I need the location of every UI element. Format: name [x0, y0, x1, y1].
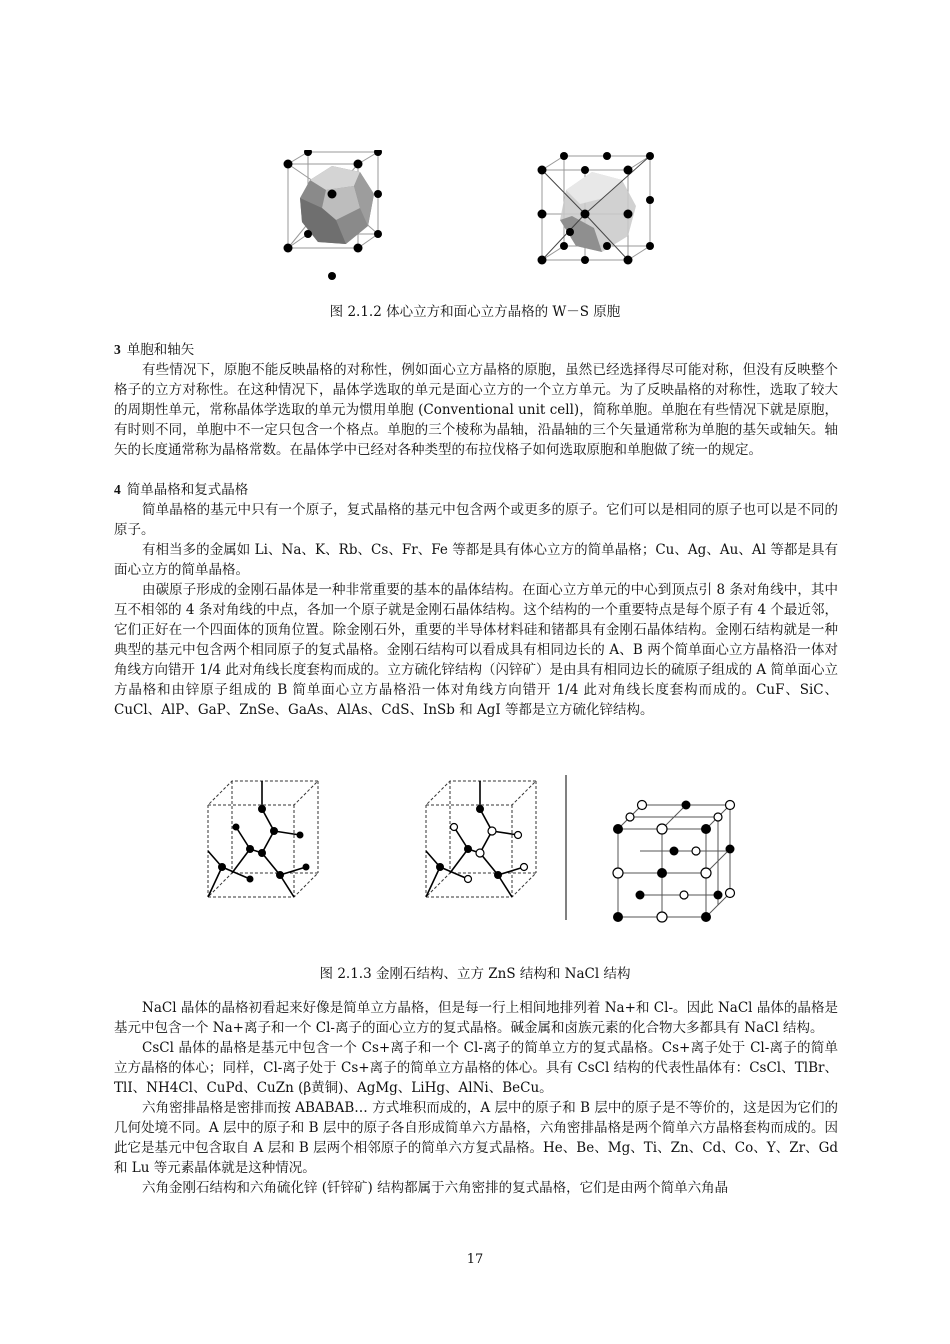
- page-number: 17: [466, 1252, 484, 1267]
- paragraph: 简单晶格的基元中只有一个原子，复式晶格的基元中包含两个或更多的原子。它们可以是相同的原子也可以是不同的原子。: [114, 502, 838, 538]
- section-3: [114, 340, 838, 720]
- section-heading: [114, 480, 838, 500]
- paragraph: 六角金刚石结构和六角硫化锌 (钎锌矿) 结构都属于六角密排的复式晶格，它们是由两个简单六角晶: [142, 1180, 729, 1196]
- paragraph: 有些情况下，原胞不能反映晶格的对称性，例如面心立方晶格的原胞，虽然已经选择得尽可能对称，但没有反映整个格子的立方对称性。在这种情况下，晶体学选取的单元是面心立方的一个立方单元。为了反映晶格的对称性，选取了较大的周期性单元，常称晶体学选取的单元为惯用单胞 (Conventional unit cell)，简称单胞。单胞在有些情况下就是原胞，有时则不同，单胞中不一定只包含一个格点。单胞的三个棱称为晶轴，沿晶轴的三个矢量通常称为单胞的基矢或轴矢。轴矢的长度通常称为晶格常数。在晶体学中已经对各种类型的布拉伐格子如何选取原胞和单胞做了统一的规定。: [114, 362, 838, 458]
- nacl-structure: [613, 801, 735, 923]
- figure-2-1-3-caption: 图 2.1.3 金刚石结构、立方 ZnS 结构和 NaCl 结构: [319, 966, 631, 982]
- paragraph: CsCl 晶体的晶格是基元中包含一个 Cs+离子和一个 Cl-离子的简单立方的复式晶格。Cs+离子处于 Cl-离子的简单立方晶格的体心；同样，Cl-离子处于 Cs+离子的简单立方晶格的体心。具有 CsCl 结构的代表性晶体有：CsCl、TlBr、TlI、NH4Cl、CuPd、CuZn (β黄铜)、AgMg、LiHg、AlNi、BeCu。: [114, 1040, 838, 1096]
- figure-2-1-2-caption: 图 2.1.2 体心立方和面心立方晶格的 W－S 原胞: [329, 304, 621, 320]
- section-continued: [114, 998, 838, 1198]
- paragraph: NaCl 晶体的晶格初看起来好像是简单立方晶格，但是每一行上相间地排列着 Na+和 Cl-。因此 NaCl 晶体的晶格是基元中包含一个 Na+离子和一个 Cl-离子的面心立方的复式晶格。碱金属和卤族元素的化合物大多都具有 NaCl 结构。: [114, 1000, 838, 1036]
- paragraph: 由碳原子形成的金刚石晶体是一种非常重要的基本的晶体结构。在面心立方单元的中心到顶点引 8 条对角线中，其中互不相邻的 4 条对角线的中点，各加一个原子就是金刚石晶体结构。这个结构的一个重要特点是每个原子有 4 个最近邻，它们正好在一个四面体的顶角位置。除金刚石外，重要的半导体材料硅和锗都具有金刚石晶体结构。金刚石结构就是一种典型的基元中包含两个相同原子的复式晶格。金刚石结构可以看成具有相同边长的 A、B 两个简单面心立方晶格沿一体对角线方向错开 1/4 此对角线长度套构而成的。立方硫化锌结构（闪锌矿）是由具有相同边长的硫原子组成的 A 简单面心立方晶格和由锌原子组成的 B 简单面心立方晶格沿一体对角线方向错开 1/4 此对角线长度套构而成的。CuF、SiC、CuCl、AlP、GaP、ZnSe、GaAs、AlAs、CdS、InSb 和 AgI 等都是立方硫化锌结构。: [114, 582, 838, 718]
- figure-2-1-2: [270, 150, 680, 285]
- section-number: 4: [114, 482, 121, 497]
- figure-2-1-3: [196, 775, 756, 925]
- paragraph: 有相当多的金属如 Li、Na、K、Rb、Cs、Fr、Fe 等都是具有体心立方的简单晶格；Cu、Ag、Au、Al 等都是具有面心立方的简单晶格。: [114, 542, 838, 578]
- fcc-wigner-seitz-cell: [538, 152, 655, 265]
- section-heading: [114, 340, 838, 360]
- zincblende-structure: [426, 781, 536, 897]
- section-title: 简单晶格和复式晶格: [126, 482, 249, 498]
- bcc-wigner-seitz-cell: [284, 150, 383, 280]
- diamond-structure: [208, 781, 318, 897]
- paragraph: 六角密排晶格是密排而按 ABABAB… 方式堆积而成的，A 层中的原子和 B 层中的原子是不等价的，这是因为它们的几何处境不同。A 层中的原子和 B 层中的原子各自形成简单六方晶格，六角密排晶格是两个简单六方晶格套构而成的。因此它是基元中包含取自 A 层和 B 层两个相邻原子的简单六方复式晶格。He、Be、Mg、Ti、Zn、Cd、Co、Y、Zr、Gd 和 Lu 等元素晶体就是这种情况。: [114, 1100, 838, 1176]
- section-number: 3: [114, 342, 121, 357]
- section-title: 单胞和轴矢: [126, 342, 195, 358]
